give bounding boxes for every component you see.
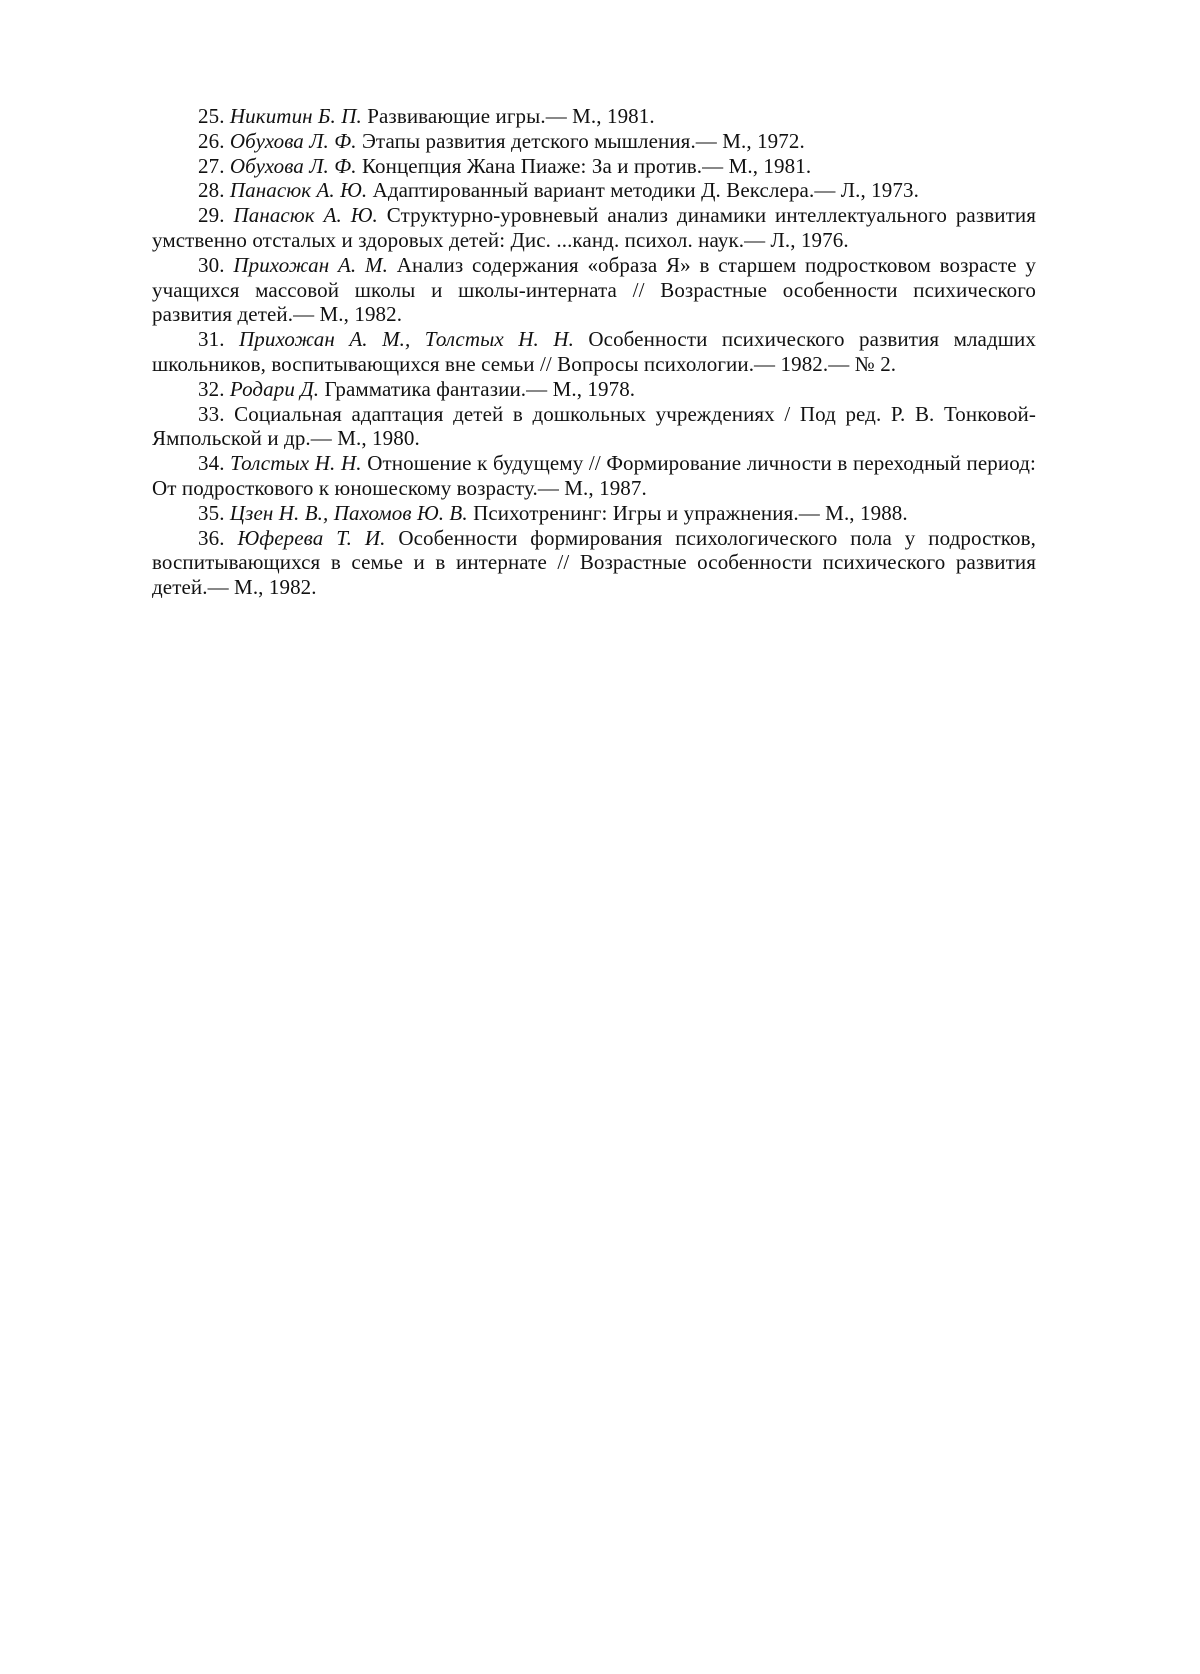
entry-text: Отношение к будущему // Формирование личности в переходный период: От подросткового к юношескому возрасту.— М., 1987. (152, 451, 1036, 500)
entry-number: 35. (198, 500, 225, 525)
entry-author: Никитин Б. П. (229, 104, 362, 128)
entry-text: Структурно-уровневый анализ динамики интеллектуального развития умственно отсталых и здоровых детей: Дис. ...канд. психол. наук.— Л., 1976. (152, 203, 1036, 252)
entry-number: 27. (198, 153, 225, 178)
bibliography-entry (152, 526, 1036, 600)
entry-text: Особенности психического развития младших школьников, воспитывающихся вне семьи // Вопросы психологии.— 1982.— № 2. (152, 327, 1036, 376)
entry-number: 30. (198, 252, 225, 277)
entry-number: 29. (198, 203, 225, 228)
entry-text: Адаптированный вариант методики Д. Векслера.— Л., 1973. (372, 178, 919, 203)
entry-author: Прихожан А. М., Толстых Н. Н. (239, 327, 574, 352)
entry-author: Панасюк А. Ю. (229, 178, 368, 203)
entry-text: Социальная адаптация детей в дошкольных учреждениях / Под ред. Р. В. Тонковой-Ямпольской и др.— М., 1980. (152, 401, 1036, 451)
entry-author: Юферева Т. И. (237, 525, 386, 550)
bibliography-entry (152, 451, 1036, 501)
entry-number: 33. (198, 401, 225, 426)
entry-text: Концепция Жана Пиаже: За и против.— М., 1981. (361, 153, 812, 178)
bibliography-entry (152, 253, 1036, 327)
entry-number: 36. (198, 525, 225, 550)
entry-author: Толстых Н. Н. (230, 451, 362, 476)
bibliography-entry (152, 178, 1036, 203)
entry-number: 28. (198, 178, 225, 203)
entry-text: Грамматика фантазии.— М., 1978. (324, 376, 636, 401)
entry-number: 26. (198, 128, 225, 153)
bibliography-entry (152, 104, 1036, 129)
entry-number: 31. (198, 327, 225, 352)
entry-author: Обухова Л. Ф. (229, 128, 357, 153)
bibliography-entry (152, 501, 1036, 526)
entry-author: Цзен Н. В., Пахомов Ю. В. (229, 500, 468, 525)
bibliography-entry (152, 402, 1036, 452)
entry-author: Прихожан А. М. (233, 252, 388, 277)
entry-text: Этапы развития детского мышления.— М., 1972. (361, 128, 805, 153)
entry-text: Анализ содержания «образа Я» в старшем подростковом возрасте у учащихся массовой школы и школы-интерната // Возрастные особенности психического развития детей.— М., 1982. (152, 252, 1036, 327)
entry-author: Родари Д. (229, 376, 320, 401)
bibliography-entry (152, 327, 1036, 377)
entry-text: Особенности формирования психологического пола у подростков, воспитывающихся в семье и в интернате // Возрастные особенности психического развития детей.— М., 1982. (152, 525, 1036, 600)
entry-text: Развивающие игры.— М., 1981. (367, 104, 655, 128)
entry-number: 25. (198, 104, 225, 128)
bibliography-entry (152, 129, 1036, 154)
bibliography-entry (152, 377, 1036, 402)
bibliography-entry (152, 203, 1036, 253)
entry-number: 32. (198, 376, 225, 401)
entry-author: Обухова Л. Ф. (229, 153, 357, 178)
entry-author: Панасюк А. Ю. (233, 203, 378, 228)
entry-text: Психотренинг: Игры и упражнения.— М., 1988. (473, 500, 908, 525)
bibliography-entry (152, 154, 1036, 179)
bibliography-list (152, 104, 1036, 600)
entry-number: 34. (198, 451, 225, 476)
